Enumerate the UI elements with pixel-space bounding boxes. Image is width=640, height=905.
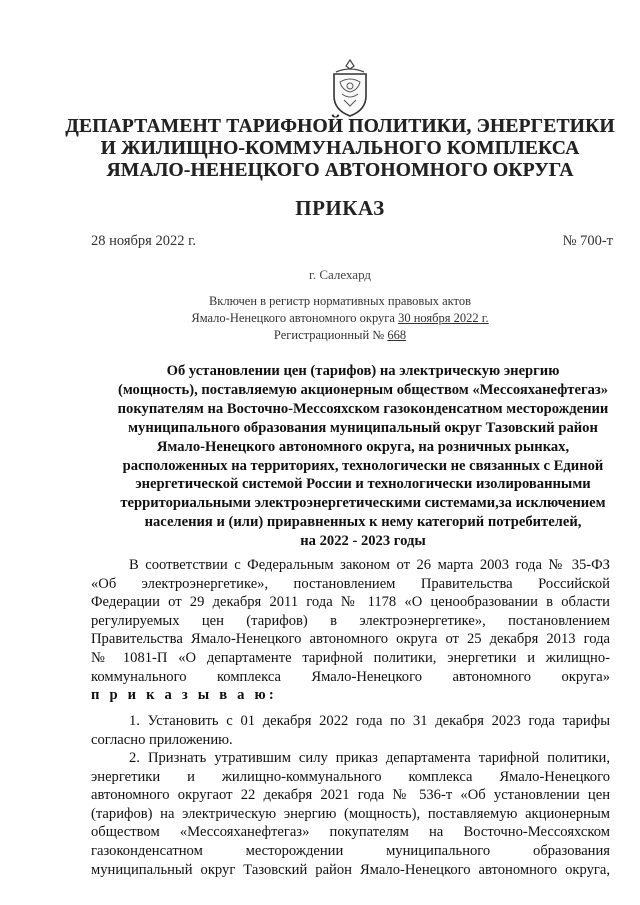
order-date: 28 ноября 2022 г. — [91, 233, 197, 249]
prikazyvayu-directive: п р и к а з ы в а ю: — [91, 687, 277, 704]
item-2-line: муниципальный округ Тазовский район Ямало-Ненецкого автономного округа, — [91, 861, 610, 878]
item-2-line: газоконденсатном месторождении муниципального образования — [91, 842, 610, 859]
item-2-line: 2. Признать утратившим силу приказ департамента тарифной политики, — [129, 750, 610, 766]
registration-line-1: Включен в регистр нормативных правовых актов — [208, 294, 472, 308]
city: г. Салехард — [308, 267, 372, 282]
subject-line: муниципального образования муниципальный округ Тазовский район — [128, 419, 598, 436]
subject-line: территориальными электроэнергетическими системами,за исключением — [120, 495, 606, 512]
item-2-line: энергетики и жилищно-коммунального комплекса Ямало-Ненецкого — [91, 768, 610, 785]
preamble-line: регулируемых цен (тарифов) в электроэнергетике», постановлением — [91, 612, 610, 629]
registration-line-3 — [40, 326, 640, 344]
order-subject — [88, 362, 638, 551]
preamble-paragraph — [91, 556, 610, 705]
item-1-line: согласно приложению. — [91, 731, 233, 748]
preamble-line: коммунального комплекса Ямало-Ненецкого автономного округа» — [91, 668, 610, 685]
item-2-paragraph — [91, 749, 610, 879]
registration-line-2 — [40, 309, 640, 327]
item-1-paragraph — [91, 712, 610, 749]
subject-line: энергетической системой России и технологически изолированными — [135, 476, 591, 493]
subject-line: (мощность), поставляемую акционерным обществом «Мессояханефтегаз» — [117, 381, 609, 398]
department-name-line-3: ЯМАЛО-НЕНЕЦКОГО АВТОНОМНОГО ОКРУГА — [106, 160, 574, 181]
registration-date: 30 ноября 2022 г. — [398, 311, 489, 325]
preamble-line: В соответствии с Федеральным законом от 26 марта 2003 года № 35-ФЗ — [129, 557, 610, 573]
registration-region: Ямало-Ненецкого автономного округа — [191, 311, 399, 325]
item-2-line: автономного округаот 22 декабря 2021 года № 536-т «Об установлении цен — [91, 787, 610, 804]
subject-line: на 2022 - 2023 годы — [300, 533, 426, 550]
registration-label: Регистрационный № — [273, 328, 388, 342]
registration-number: 668 — [387, 328, 407, 342]
department-name-line-2: И ЖИЛИЩНО-КОММУНАЛЬНОГО КОМПЛЕКСА — [100, 138, 580, 159]
document-type-title: ПРИКАЗ — [295, 196, 385, 220]
item-2-line: обществом «Мессояханефтегаз» покупателям на Восточно-Мессояхском — [91, 824, 610, 841]
item-2-line: (тарифов) на электрическую энергию (мощность), поставляемую акционерным — [91, 805, 610, 822]
preamble-line: «Об электроэнергетике», постановлением Правительства Российской — [91, 575, 610, 592]
department-name-line-1: ДЕПАРТАМЕНТ ТАРИФНОЙ ПОЛИТИКИ, ЭНЕРГЕТИКИ — [65, 116, 615, 137]
preamble-line: Федерации от 29 декабря 2011 года № 1178 «О ценообразовании в области — [91, 594, 610, 611]
item-1-line: 1. Установить с 01 декабря 2022 года по 31 декабря 2023 года тарифы — [129, 713, 610, 729]
preamble-line: Правительства Ямало-Ненецкого автономного округа от 25 декабря 2013 года — [91, 631, 610, 648]
subject-line: покупателям на Восточно-Мессояхском газоконденсатном месторождении — [117, 400, 609, 417]
subject-line: Об установлении цен (тарифов) на электрическую энергию — [166, 363, 560, 379]
preamble-line: № 1081-П «О департаменте тарифной политики, энергетики и жилищно- — [91, 649, 610, 666]
subject-line: Ямало-Ненецкого автономного округа, на розничных рынках, — [156, 438, 570, 455]
coat-of-arms-emblem — [326, 58, 374, 118]
order-number: № 700-т — [562, 233, 613, 249]
subject-line: населения и (или) приравненных к нему категорий потребителей, — [144, 514, 582, 531]
subject-line: расположенных на территориях, технологически не связанных с Единой — [122, 457, 604, 474]
